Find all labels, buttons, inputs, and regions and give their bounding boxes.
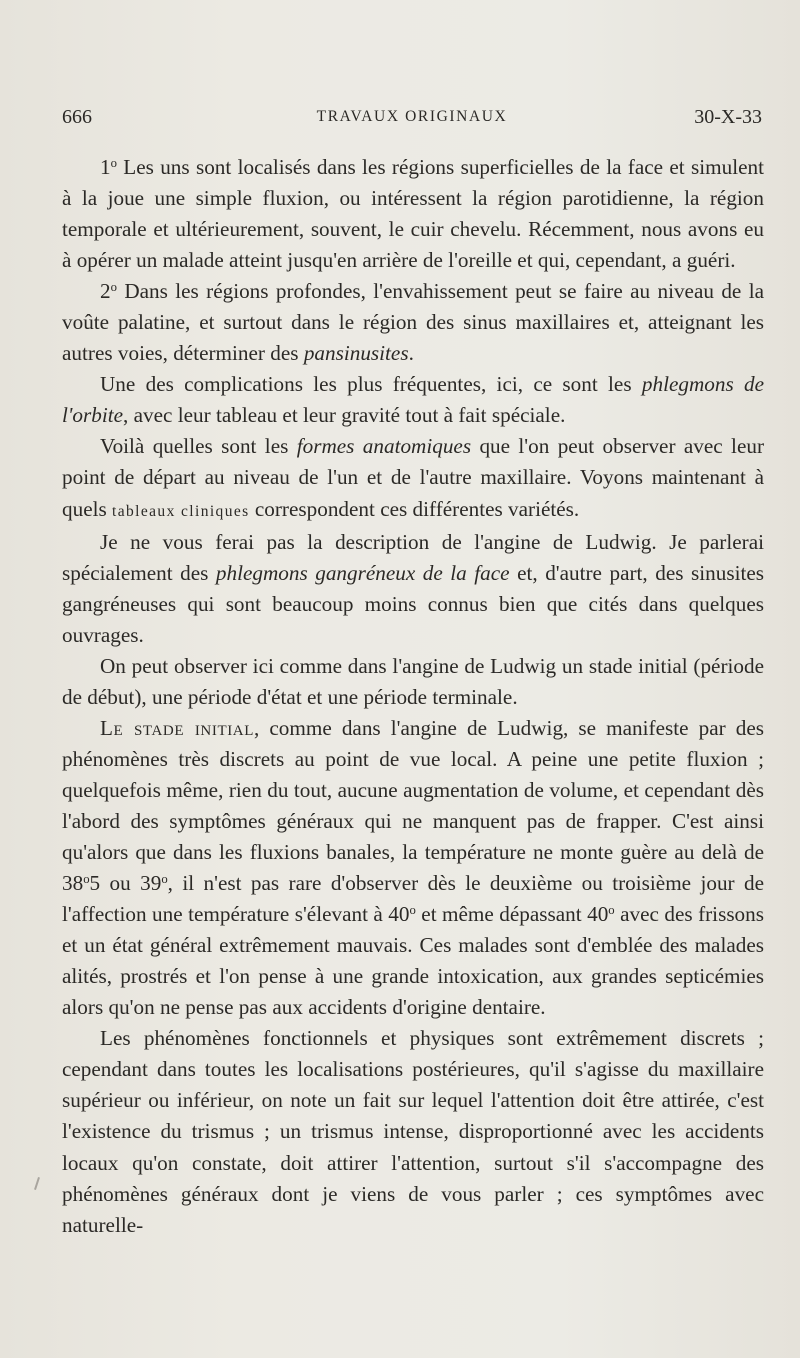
paragraph-text-end: correspondent ces différentes variétés. (249, 496, 580, 521)
degree-mark: o (409, 903, 416, 918)
paper-speck (34, 1177, 40, 1190)
degree-mark: o (608, 903, 615, 918)
emphasis: formes anatomiques (296, 434, 472, 459)
paragraph-3 (62, 369, 764, 431)
paragraph-5 (62, 527, 764, 651)
item-number: 1 (100, 155, 111, 179)
paragraph-text: Dans les régions profondes, l'envahissement peut se faire au niveau de la voûte palatine, et surtout dans le région des sinus maxillaires et, atteignant les autres voies, déterminer des (62, 279, 764, 366)
emphasis: phlegmons gangréneux de la face (215, 560, 510, 585)
paragraph-1 (62, 152, 764, 276)
ordinal-mark: o (110, 156, 117, 171)
paragraph-text-end: , avec leur tableau et leur gravité tout à fait spéciale. (123, 403, 566, 428)
paragraph-8 (62, 1023, 764, 1240)
small-caps-heading: Le stade initial (100, 715, 254, 740)
paragraph-text-5: avec des frissons et un état général extrêmement mauvais. Ces malades sont d'emblée des malades alités, prostrés et l'on pense à une grande intoxication, aux grandes septicémies alors qu'on ne pense pas aux accidents d'origine dentaire. (62, 902, 764, 1020)
paragraph-text-mid: que l'on peut observer avec leur point de départ au niveau de l'un et de l'autre maxillaire. Voyons maintenant à quels (62, 434, 764, 521)
issue-date: 30-X-33 (694, 106, 762, 128)
paragraph-2 (62, 276, 764, 369)
running-title: TRAVAUX ORIGINAUX (316, 108, 508, 125)
page-number: 666 (62, 106, 92, 128)
paragraph-text-end: . (408, 341, 414, 366)
paragraph-text-3: , il n'est pas rare d'observer dès le deuxième ou troisième jour de l'affection une température s'élevant à 40 (62, 871, 765, 927)
small-caps-heading: tableaux cliniques (112, 502, 250, 520)
degree-mark: o (161, 872, 168, 887)
item-number: 2 (100, 279, 111, 304)
paragraph-text-end: et, d'autre part, des sinusites gangréneuses qui sont beaucoup moins connus bien que cités dans quelques ouvrages. (62, 560, 765, 647)
paragraph-text: , comme dans l'angine de Ludwig, se manifeste par des phénomènes très discrets au point de vue local. A peine une petite fluxion ; quelquefois même, rien du tout, aucune augmentation de volume, et cependant dès l'abord des symptômes généraux qui ne manquent pas de frapper. C'est ainsi qu'alors que dans les fluxions banales, la température ne monte guère au delà de 38 (62, 715, 764, 896)
paragraph-text: Les phénomènes fonctionnels et physiques sont extrêmement discrets ; cependant dans toutes les localisations postérieures, qu'il s'agisse du maxillaire supérieur ou inférieur, on note un fait sur lequel l'attention doit être attirée, c'est l'existence du trismus ; un trismus intense, disproportionné avec les accidents locaux qu'on constate, doit attirer l'attention, surtout s'il s'accompagne des phénomènes généraux dont je viens de vous parler ; ces symptômes avec naturelle- (62, 1026, 764, 1237)
paragraph-text-2: 5 ou 39 (89, 871, 162, 896)
paragraph-6 (62, 651, 764, 713)
degree-mark: o (83, 872, 90, 887)
paragraph-text: Une des complications les plus fréquentes, ici, ce sont les (100, 372, 642, 397)
paragraph-7 (62, 713, 764, 1023)
paragraph-text: On peut observer ici comme dans l'angine de Ludwig un stade initial (période de début), une période d'état et une période terminale. (62, 653, 764, 709)
paragraph-text: Je ne vous ferai pas la description de l'angine de Ludwig. Je parlerai spécialement des (62, 529, 764, 585)
paragraph-text-4: et même dépassant 40 (415, 902, 609, 927)
ordinal-mark: o (110, 280, 117, 295)
body-text (62, 152, 764, 1241)
emphasis: phlegmons de l'orbite (62, 372, 764, 428)
running-header (62, 106, 762, 134)
emphasis: pansinusites (303, 341, 409, 366)
paragraph-text: Voilà quelles sont les (100, 434, 297, 459)
paragraph-text: Les uns sont localisés dans les régions superficielles de la face et simulent à la joue une simple fluxion, ou intéressent la région parotidienne, la région temporale et ultérieurement, souvent, le cuir chevelu. Récemment, nous avons eu à opérer un malade atteint jusqu'en arrière de l'oreille et qui, cependant, a guéri. (62, 155, 764, 273)
paragraph-4 (62, 431, 764, 526)
